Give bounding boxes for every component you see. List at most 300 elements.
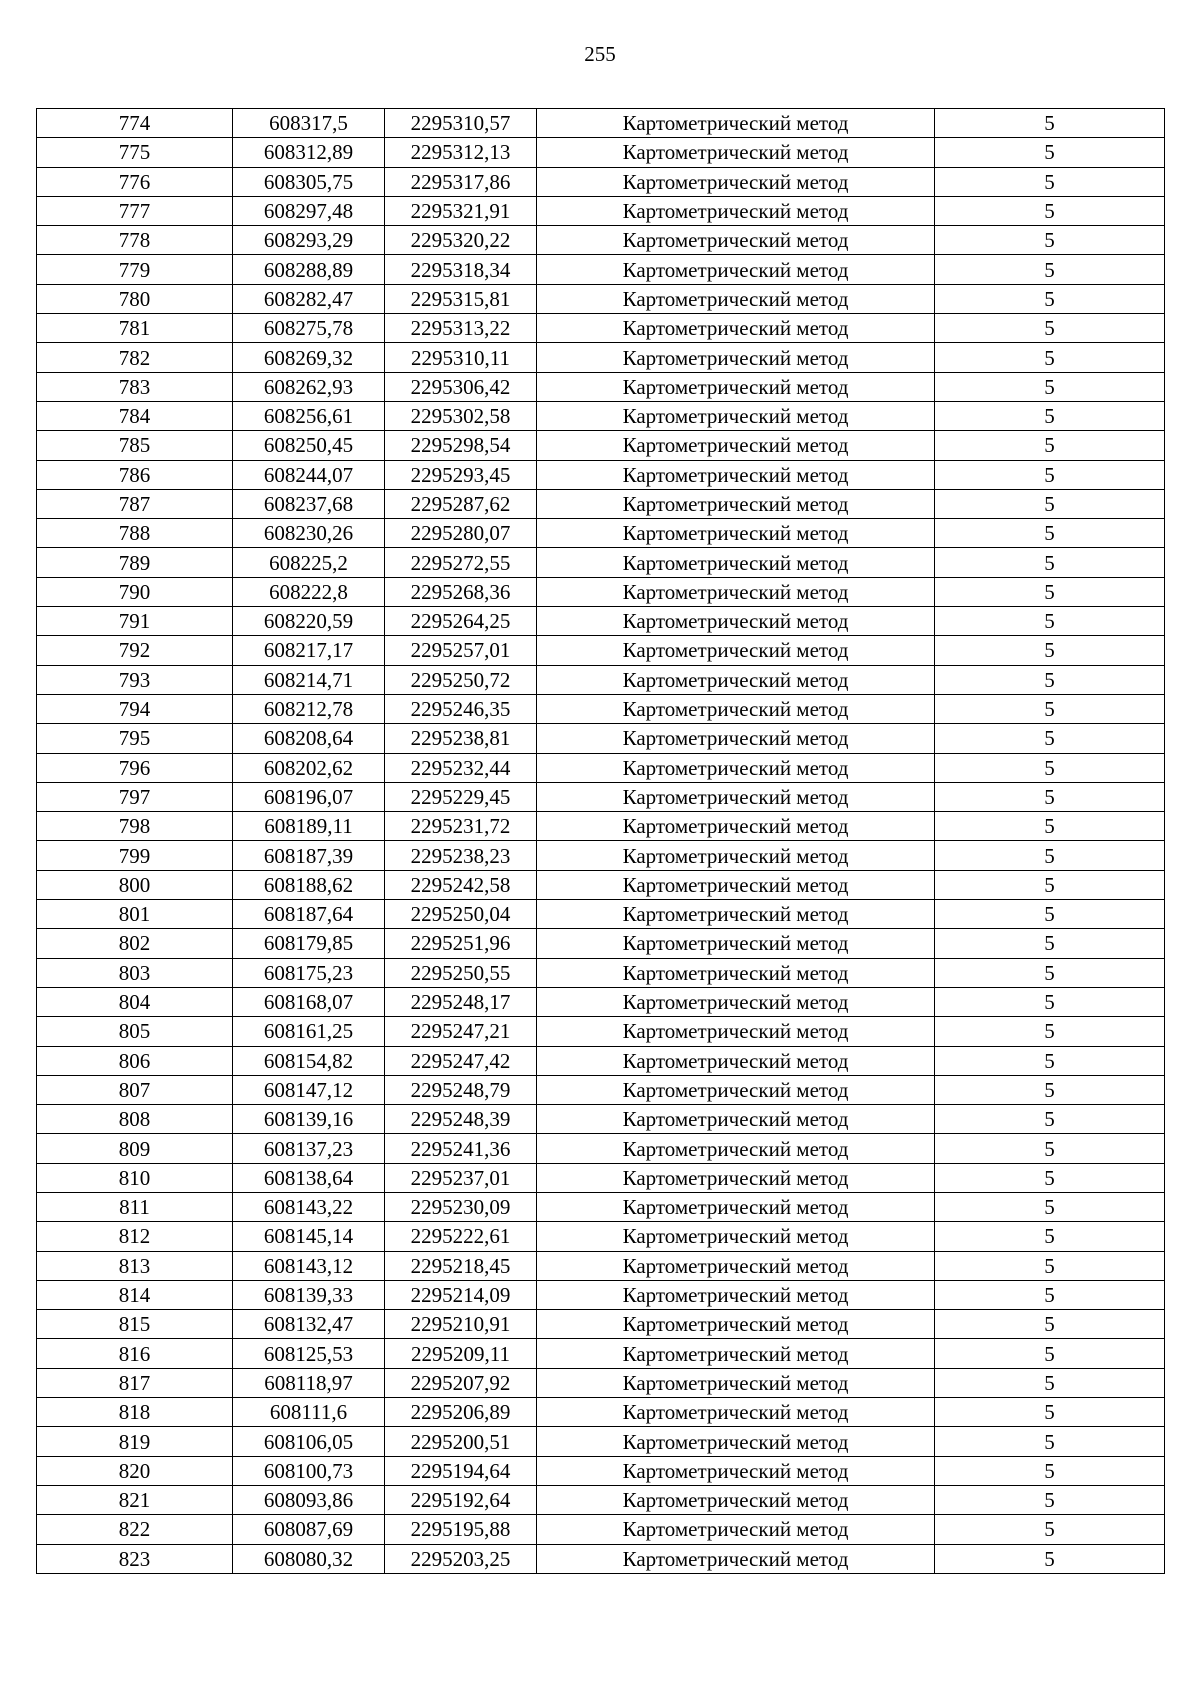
y-coordinate-cell: 2295318,34 bbox=[385, 255, 537, 284]
y-coordinate-cell: 2295229,45 bbox=[385, 782, 537, 811]
method-cell: Картометрический метод bbox=[537, 724, 935, 753]
point-number-cell: 791 bbox=[37, 607, 233, 636]
x-coordinate-cell: 608220,59 bbox=[233, 607, 385, 636]
point-number-cell: 811 bbox=[37, 1192, 233, 1221]
method-cell: Картометрический метод bbox=[537, 1251, 935, 1280]
method-cell: Картометрический метод bbox=[537, 343, 935, 372]
method-cell: Картометрический метод bbox=[537, 1222, 935, 1251]
accuracy-cell: 5 bbox=[935, 489, 1165, 518]
table-row bbox=[37, 167, 1165, 196]
y-coordinate-cell: 2295206,89 bbox=[385, 1398, 537, 1427]
table-row bbox=[37, 548, 1165, 577]
method-cell: Картометрический метод bbox=[537, 1134, 935, 1163]
point-number-cell: 808 bbox=[37, 1105, 233, 1134]
table-row bbox=[37, 782, 1165, 811]
method-cell: Картометрический метод bbox=[537, 1427, 935, 1456]
x-coordinate-cell: 608288,89 bbox=[233, 255, 385, 284]
y-coordinate-cell: 2295302,58 bbox=[385, 401, 537, 430]
point-number-cell: 823 bbox=[37, 1544, 233, 1573]
table-row bbox=[37, 372, 1165, 401]
point-number-cell: 816 bbox=[37, 1339, 233, 1368]
accuracy-cell: 5 bbox=[935, 1134, 1165, 1163]
x-coordinate-cell: 608137,23 bbox=[233, 1134, 385, 1163]
point-number-cell: 778 bbox=[37, 226, 233, 255]
method-cell: Картометрический метод bbox=[537, 1310, 935, 1339]
accuracy-cell: 5 bbox=[935, 255, 1165, 284]
y-coordinate-cell: 2295312,13 bbox=[385, 138, 537, 167]
point-number-cell: 804 bbox=[37, 987, 233, 1016]
y-coordinate-cell: 2295231,72 bbox=[385, 812, 537, 841]
accuracy-cell: 5 bbox=[935, 724, 1165, 753]
accuracy-cell: 5 bbox=[935, 607, 1165, 636]
point-number-cell: 813 bbox=[37, 1251, 233, 1280]
table-row bbox=[37, 753, 1165, 782]
y-coordinate-cell: 2295250,55 bbox=[385, 958, 537, 987]
accuracy-cell: 5 bbox=[935, 1515, 1165, 1544]
x-coordinate-cell: 608196,07 bbox=[233, 782, 385, 811]
y-coordinate-cell: 2295194,64 bbox=[385, 1456, 537, 1485]
x-coordinate-cell: 608111,6 bbox=[233, 1398, 385, 1427]
accuracy-cell: 5 bbox=[935, 372, 1165, 401]
method-cell: Картометрический метод bbox=[537, 1075, 935, 1104]
accuracy-cell: 5 bbox=[935, 1485, 1165, 1514]
x-coordinate-cell: 608132,47 bbox=[233, 1310, 385, 1339]
table-row bbox=[37, 401, 1165, 430]
table-row bbox=[37, 900, 1165, 929]
point-number-cell: 794 bbox=[37, 694, 233, 723]
accuracy-cell: 5 bbox=[935, 929, 1165, 958]
point-number-cell: 781 bbox=[37, 314, 233, 343]
x-coordinate-cell: 608125,53 bbox=[233, 1339, 385, 1368]
coordinates-table-body bbox=[37, 109, 1165, 1574]
x-coordinate-cell: 608305,75 bbox=[233, 167, 385, 196]
table-row bbox=[37, 1192, 1165, 1221]
y-coordinate-cell: 2295207,92 bbox=[385, 1368, 537, 1397]
point-number-cell: 822 bbox=[37, 1515, 233, 1544]
x-coordinate-cell: 608179,85 bbox=[233, 929, 385, 958]
accuracy-cell: 5 bbox=[935, 1075, 1165, 1104]
accuracy-cell: 5 bbox=[935, 900, 1165, 929]
point-number-cell: 820 bbox=[37, 1456, 233, 1485]
x-coordinate-cell: 608293,29 bbox=[233, 226, 385, 255]
y-coordinate-cell: 2295238,81 bbox=[385, 724, 537, 753]
y-coordinate-cell: 2295268,36 bbox=[385, 577, 537, 606]
accuracy-cell: 5 bbox=[935, 196, 1165, 225]
x-coordinate-cell: 608237,68 bbox=[233, 489, 385, 518]
table-row bbox=[37, 1105, 1165, 1134]
x-coordinate-cell: 608145,14 bbox=[233, 1222, 385, 1251]
method-cell: Картометрический метод bbox=[537, 167, 935, 196]
method-cell: Картометрический метод bbox=[537, 987, 935, 1016]
accuracy-cell: 5 bbox=[935, 841, 1165, 870]
y-coordinate-cell: 2295287,62 bbox=[385, 489, 537, 518]
method-cell: Картометрический метод bbox=[537, 958, 935, 987]
x-coordinate-cell: 608317,5 bbox=[233, 109, 385, 138]
table-row bbox=[37, 636, 1165, 665]
table-row bbox=[37, 1280, 1165, 1309]
y-coordinate-cell: 2295210,91 bbox=[385, 1310, 537, 1339]
method-cell: Картометрический метод bbox=[537, 548, 935, 577]
y-coordinate-cell: 2295209,11 bbox=[385, 1339, 537, 1368]
y-coordinate-cell: 2295246,35 bbox=[385, 694, 537, 723]
method-cell: Картометрический метод bbox=[537, 226, 935, 255]
x-coordinate-cell: 608147,12 bbox=[233, 1075, 385, 1104]
point-number-cell: 800 bbox=[37, 870, 233, 899]
table-row bbox=[37, 460, 1165, 489]
method-cell: Картометрический метод bbox=[537, 1485, 935, 1514]
y-coordinate-cell: 2295280,07 bbox=[385, 519, 537, 548]
method-cell: Картометрический метод bbox=[537, 460, 935, 489]
table-row bbox=[37, 1163, 1165, 1192]
x-coordinate-cell: 608080,32 bbox=[233, 1544, 385, 1573]
point-number-cell: 792 bbox=[37, 636, 233, 665]
table-row bbox=[37, 1017, 1165, 1046]
point-number-cell: 810 bbox=[37, 1163, 233, 1192]
point-number-cell: 807 bbox=[37, 1075, 233, 1104]
y-coordinate-cell: 2295242,58 bbox=[385, 870, 537, 899]
coordinates-table bbox=[36, 108, 1165, 1574]
method-cell: Картометрический метод bbox=[537, 1280, 935, 1309]
method-cell: Картометрический метод bbox=[537, 519, 935, 548]
method-cell: Картометрический метод bbox=[537, 372, 935, 401]
y-coordinate-cell: 2295200,51 bbox=[385, 1427, 537, 1456]
point-number-cell: 815 bbox=[37, 1310, 233, 1339]
y-coordinate-cell: 2295320,22 bbox=[385, 226, 537, 255]
point-number-cell: 821 bbox=[37, 1485, 233, 1514]
method-cell: Картометрический метод bbox=[537, 1046, 935, 1075]
accuracy-cell: 5 bbox=[935, 519, 1165, 548]
table-row bbox=[37, 489, 1165, 518]
table-row bbox=[37, 196, 1165, 225]
accuracy-cell: 5 bbox=[935, 665, 1165, 694]
x-coordinate-cell: 608106,05 bbox=[233, 1427, 385, 1456]
x-coordinate-cell: 608244,07 bbox=[233, 460, 385, 489]
table-row bbox=[37, 431, 1165, 460]
method-cell: Картометрический метод bbox=[537, 929, 935, 958]
y-coordinate-cell: 2295232,44 bbox=[385, 753, 537, 782]
accuracy-cell: 5 bbox=[935, 577, 1165, 606]
point-number-cell: 795 bbox=[37, 724, 233, 753]
point-number-cell: 785 bbox=[37, 431, 233, 460]
accuracy-cell: 5 bbox=[935, 1310, 1165, 1339]
x-coordinate-cell: 608093,86 bbox=[233, 1485, 385, 1514]
method-cell: Картометрический метод bbox=[537, 1456, 935, 1485]
point-number-cell: 798 bbox=[37, 812, 233, 841]
method-cell: Картометрический метод bbox=[537, 1398, 935, 1427]
method-cell: Картометрический метод bbox=[537, 138, 935, 167]
page-number: 255 bbox=[584, 42, 616, 66]
table-row bbox=[37, 1339, 1165, 1368]
point-number-cell: 774 bbox=[37, 109, 233, 138]
y-coordinate-cell: 2295237,01 bbox=[385, 1163, 537, 1192]
point-number-cell: 812 bbox=[37, 1222, 233, 1251]
accuracy-cell: 5 bbox=[935, 109, 1165, 138]
method-cell: Картометрический метод bbox=[537, 284, 935, 313]
table-row bbox=[37, 841, 1165, 870]
x-coordinate-cell: 608168,07 bbox=[233, 987, 385, 1016]
table-row bbox=[37, 314, 1165, 343]
accuracy-cell: 5 bbox=[935, 870, 1165, 899]
point-number-cell: 805 bbox=[37, 1017, 233, 1046]
table-row bbox=[37, 694, 1165, 723]
point-number-cell: 797 bbox=[37, 782, 233, 811]
x-coordinate-cell: 608212,78 bbox=[233, 694, 385, 723]
accuracy-cell: 5 bbox=[935, 1339, 1165, 1368]
method-cell: Картометрический метод bbox=[537, 314, 935, 343]
point-number-cell: 818 bbox=[37, 1398, 233, 1427]
point-number-cell: 775 bbox=[37, 138, 233, 167]
x-coordinate-cell: 608282,47 bbox=[233, 284, 385, 313]
accuracy-cell: 5 bbox=[935, 694, 1165, 723]
point-number-cell: 802 bbox=[37, 929, 233, 958]
y-coordinate-cell: 2295264,25 bbox=[385, 607, 537, 636]
y-coordinate-cell: 2295247,21 bbox=[385, 1017, 537, 1046]
method-cell: Картометрический метод bbox=[537, 1192, 935, 1221]
table-row bbox=[37, 577, 1165, 606]
y-coordinate-cell: 2295248,79 bbox=[385, 1075, 537, 1104]
x-coordinate-cell: 608187,64 bbox=[233, 900, 385, 929]
method-cell: Картометрический метод bbox=[537, 577, 935, 606]
table-row bbox=[37, 1398, 1165, 1427]
x-coordinate-cell: 608262,93 bbox=[233, 372, 385, 401]
accuracy-cell: 5 bbox=[935, 1105, 1165, 1134]
accuracy-cell: 5 bbox=[935, 1222, 1165, 1251]
accuracy-cell: 5 bbox=[935, 1192, 1165, 1221]
table-row bbox=[37, 1046, 1165, 1075]
table-row bbox=[37, 1075, 1165, 1104]
table-row bbox=[37, 987, 1165, 1016]
table-row bbox=[37, 226, 1165, 255]
accuracy-cell: 5 bbox=[935, 431, 1165, 460]
table-row bbox=[37, 1456, 1165, 1485]
table-row bbox=[37, 958, 1165, 987]
method-cell: Картометрический метод bbox=[537, 1544, 935, 1573]
y-coordinate-cell: 2295310,11 bbox=[385, 343, 537, 372]
x-coordinate-cell: 608225,2 bbox=[233, 548, 385, 577]
table-row bbox=[37, 1134, 1165, 1163]
table-row bbox=[37, 870, 1165, 899]
x-coordinate-cell: 608189,11 bbox=[233, 812, 385, 841]
x-coordinate-cell: 608297,48 bbox=[233, 196, 385, 225]
point-number-cell: 784 bbox=[37, 401, 233, 430]
point-number-cell: 789 bbox=[37, 548, 233, 577]
x-coordinate-cell: 608154,82 bbox=[233, 1046, 385, 1075]
point-number-cell: 806 bbox=[37, 1046, 233, 1075]
y-coordinate-cell: 2295203,25 bbox=[385, 1544, 537, 1573]
method-cell: Картометрический метод bbox=[537, 665, 935, 694]
method-cell: Картометрический метод bbox=[537, 607, 935, 636]
point-number-cell: 799 bbox=[37, 841, 233, 870]
point-number-cell: 776 bbox=[37, 167, 233, 196]
x-coordinate-cell: 608275,78 bbox=[233, 314, 385, 343]
accuracy-cell: 5 bbox=[935, 460, 1165, 489]
accuracy-cell: 5 bbox=[935, 167, 1165, 196]
point-number-cell: 777 bbox=[37, 196, 233, 225]
point-number-cell: 783 bbox=[37, 372, 233, 401]
method-cell: Картометрический метод bbox=[537, 196, 935, 225]
accuracy-cell: 5 bbox=[935, 1046, 1165, 1075]
table-row bbox=[37, 284, 1165, 313]
y-coordinate-cell: 2295247,42 bbox=[385, 1046, 537, 1075]
x-coordinate-cell: 608188,62 bbox=[233, 870, 385, 899]
point-number-cell: 801 bbox=[37, 900, 233, 929]
method-cell: Картометрический метод bbox=[537, 1339, 935, 1368]
accuracy-cell: 5 bbox=[935, 1280, 1165, 1309]
x-coordinate-cell: 608269,32 bbox=[233, 343, 385, 372]
table-row bbox=[37, 1515, 1165, 1544]
accuracy-cell: 5 bbox=[935, 138, 1165, 167]
accuracy-cell: 5 bbox=[935, 782, 1165, 811]
accuracy-cell: 5 bbox=[935, 343, 1165, 372]
point-number-cell: 809 bbox=[37, 1134, 233, 1163]
accuracy-cell: 5 bbox=[935, 548, 1165, 577]
accuracy-cell: 5 bbox=[935, 987, 1165, 1016]
y-coordinate-cell: 2295317,86 bbox=[385, 167, 537, 196]
point-number-cell: 793 bbox=[37, 665, 233, 694]
point-number-cell: 817 bbox=[37, 1368, 233, 1397]
y-coordinate-cell: 2295272,55 bbox=[385, 548, 537, 577]
x-coordinate-cell: 608139,33 bbox=[233, 1280, 385, 1309]
x-coordinate-cell: 608175,23 bbox=[233, 958, 385, 987]
accuracy-cell: 5 bbox=[935, 1017, 1165, 1046]
y-coordinate-cell: 2295214,09 bbox=[385, 1280, 537, 1309]
y-coordinate-cell: 2295222,61 bbox=[385, 1222, 537, 1251]
table-row bbox=[37, 1251, 1165, 1280]
x-coordinate-cell: 608217,17 bbox=[233, 636, 385, 665]
point-number-cell: 787 bbox=[37, 489, 233, 518]
x-coordinate-cell: 608208,64 bbox=[233, 724, 385, 753]
method-cell: Картометрический метод bbox=[537, 753, 935, 782]
point-number-cell: 786 bbox=[37, 460, 233, 489]
table-row bbox=[37, 255, 1165, 284]
x-coordinate-cell: 608214,71 bbox=[233, 665, 385, 694]
y-coordinate-cell: 2295192,64 bbox=[385, 1485, 537, 1514]
y-coordinate-cell: 2295257,01 bbox=[385, 636, 537, 665]
x-coordinate-cell: 608187,39 bbox=[233, 841, 385, 870]
accuracy-cell: 5 bbox=[935, 1398, 1165, 1427]
y-coordinate-cell: 2295313,22 bbox=[385, 314, 537, 343]
accuracy-cell: 5 bbox=[935, 314, 1165, 343]
x-coordinate-cell: 608161,25 bbox=[233, 1017, 385, 1046]
method-cell: Картометрический метод bbox=[537, 694, 935, 723]
y-coordinate-cell: 2295315,81 bbox=[385, 284, 537, 313]
y-coordinate-cell: 2295230,09 bbox=[385, 1192, 537, 1221]
table-row bbox=[37, 1310, 1165, 1339]
y-coordinate-cell: 2295238,23 bbox=[385, 841, 537, 870]
method-cell: Картометрический метод bbox=[537, 812, 935, 841]
x-coordinate-cell: 608087,69 bbox=[233, 1515, 385, 1544]
table-row bbox=[37, 724, 1165, 753]
accuracy-cell: 5 bbox=[935, 1427, 1165, 1456]
x-coordinate-cell: 608230,26 bbox=[233, 519, 385, 548]
x-coordinate-cell: 608143,12 bbox=[233, 1251, 385, 1280]
accuracy-cell: 5 bbox=[935, 401, 1165, 430]
accuracy-cell: 5 bbox=[935, 226, 1165, 255]
accuracy-cell: 5 bbox=[935, 1368, 1165, 1397]
table-row bbox=[37, 665, 1165, 694]
y-coordinate-cell: 2295250,04 bbox=[385, 900, 537, 929]
point-number-cell: 788 bbox=[37, 519, 233, 548]
table-row bbox=[37, 929, 1165, 958]
accuracy-cell: 5 bbox=[935, 636, 1165, 665]
accuracy-cell: 5 bbox=[935, 1544, 1165, 1573]
y-coordinate-cell: 2295321,91 bbox=[385, 196, 537, 225]
method-cell: Картометрический метод bbox=[537, 401, 935, 430]
table-row bbox=[37, 343, 1165, 372]
y-coordinate-cell: 2295218,45 bbox=[385, 1251, 537, 1280]
x-coordinate-cell: 608139,16 bbox=[233, 1105, 385, 1134]
x-coordinate-cell: 608118,97 bbox=[233, 1368, 385, 1397]
y-coordinate-cell: 2295195,88 bbox=[385, 1515, 537, 1544]
point-number-cell: 796 bbox=[37, 753, 233, 782]
accuracy-cell: 5 bbox=[935, 958, 1165, 987]
accuracy-cell: 5 bbox=[935, 1163, 1165, 1192]
accuracy-cell: 5 bbox=[935, 753, 1165, 782]
point-number-cell: 819 bbox=[37, 1427, 233, 1456]
point-number-cell: 780 bbox=[37, 284, 233, 313]
method-cell: Картометрический метод bbox=[537, 782, 935, 811]
method-cell: Картометрический метод bbox=[537, 900, 935, 929]
method-cell: Картометрический метод bbox=[537, 489, 935, 518]
point-number-cell: 779 bbox=[37, 255, 233, 284]
table-row bbox=[37, 138, 1165, 167]
y-coordinate-cell: 2295250,72 bbox=[385, 665, 537, 694]
y-coordinate-cell: 2295251,96 bbox=[385, 929, 537, 958]
x-coordinate-cell: 608256,61 bbox=[233, 401, 385, 430]
method-cell: Картометрический метод bbox=[537, 1515, 935, 1544]
accuracy-cell: 5 bbox=[935, 1456, 1165, 1485]
y-coordinate-cell: 2295293,45 bbox=[385, 460, 537, 489]
point-number-cell: 782 bbox=[37, 343, 233, 372]
method-cell: Картометрический метод bbox=[537, 1017, 935, 1046]
table-row bbox=[37, 1485, 1165, 1514]
method-cell: Картометрический метод bbox=[537, 255, 935, 284]
method-cell: Картометрический метод bbox=[537, 431, 935, 460]
y-coordinate-cell: 2295306,42 bbox=[385, 372, 537, 401]
method-cell: Картометрический метод bbox=[537, 1163, 935, 1192]
x-coordinate-cell: 608202,62 bbox=[233, 753, 385, 782]
x-coordinate-cell: 608222,8 bbox=[233, 577, 385, 606]
y-coordinate-cell: 2295241,36 bbox=[385, 1134, 537, 1163]
y-coordinate-cell: 2295248,39 bbox=[385, 1105, 537, 1134]
table-row bbox=[37, 1368, 1165, 1397]
x-coordinate-cell: 608138,64 bbox=[233, 1163, 385, 1192]
point-number-cell: 814 bbox=[37, 1280, 233, 1309]
y-coordinate-cell: 2295248,17 bbox=[385, 987, 537, 1016]
point-number-cell: 803 bbox=[37, 958, 233, 987]
table-row bbox=[37, 812, 1165, 841]
accuracy-cell: 5 bbox=[935, 812, 1165, 841]
x-coordinate-cell: 608143,22 bbox=[233, 1192, 385, 1221]
x-coordinate-cell: 608312,89 bbox=[233, 138, 385, 167]
accuracy-cell: 5 bbox=[935, 284, 1165, 313]
method-cell: Картометрический метод bbox=[537, 636, 935, 665]
table-row bbox=[37, 109, 1165, 138]
table-row bbox=[37, 607, 1165, 636]
method-cell: Картометрический метод bbox=[537, 1368, 935, 1397]
table-row bbox=[37, 1427, 1165, 1456]
table-row bbox=[37, 1222, 1165, 1251]
table-row bbox=[37, 519, 1165, 548]
table-row bbox=[37, 1544, 1165, 1573]
method-cell: Картометрический метод bbox=[537, 870, 935, 899]
accuracy-cell: 5 bbox=[935, 1251, 1165, 1280]
method-cell: Картометрический метод bbox=[537, 1105, 935, 1134]
method-cell: Картометрический метод bbox=[537, 109, 935, 138]
x-coordinate-cell: 608250,45 bbox=[233, 431, 385, 460]
point-number-cell: 790 bbox=[37, 577, 233, 606]
y-coordinate-cell: 2295310,57 bbox=[385, 109, 537, 138]
